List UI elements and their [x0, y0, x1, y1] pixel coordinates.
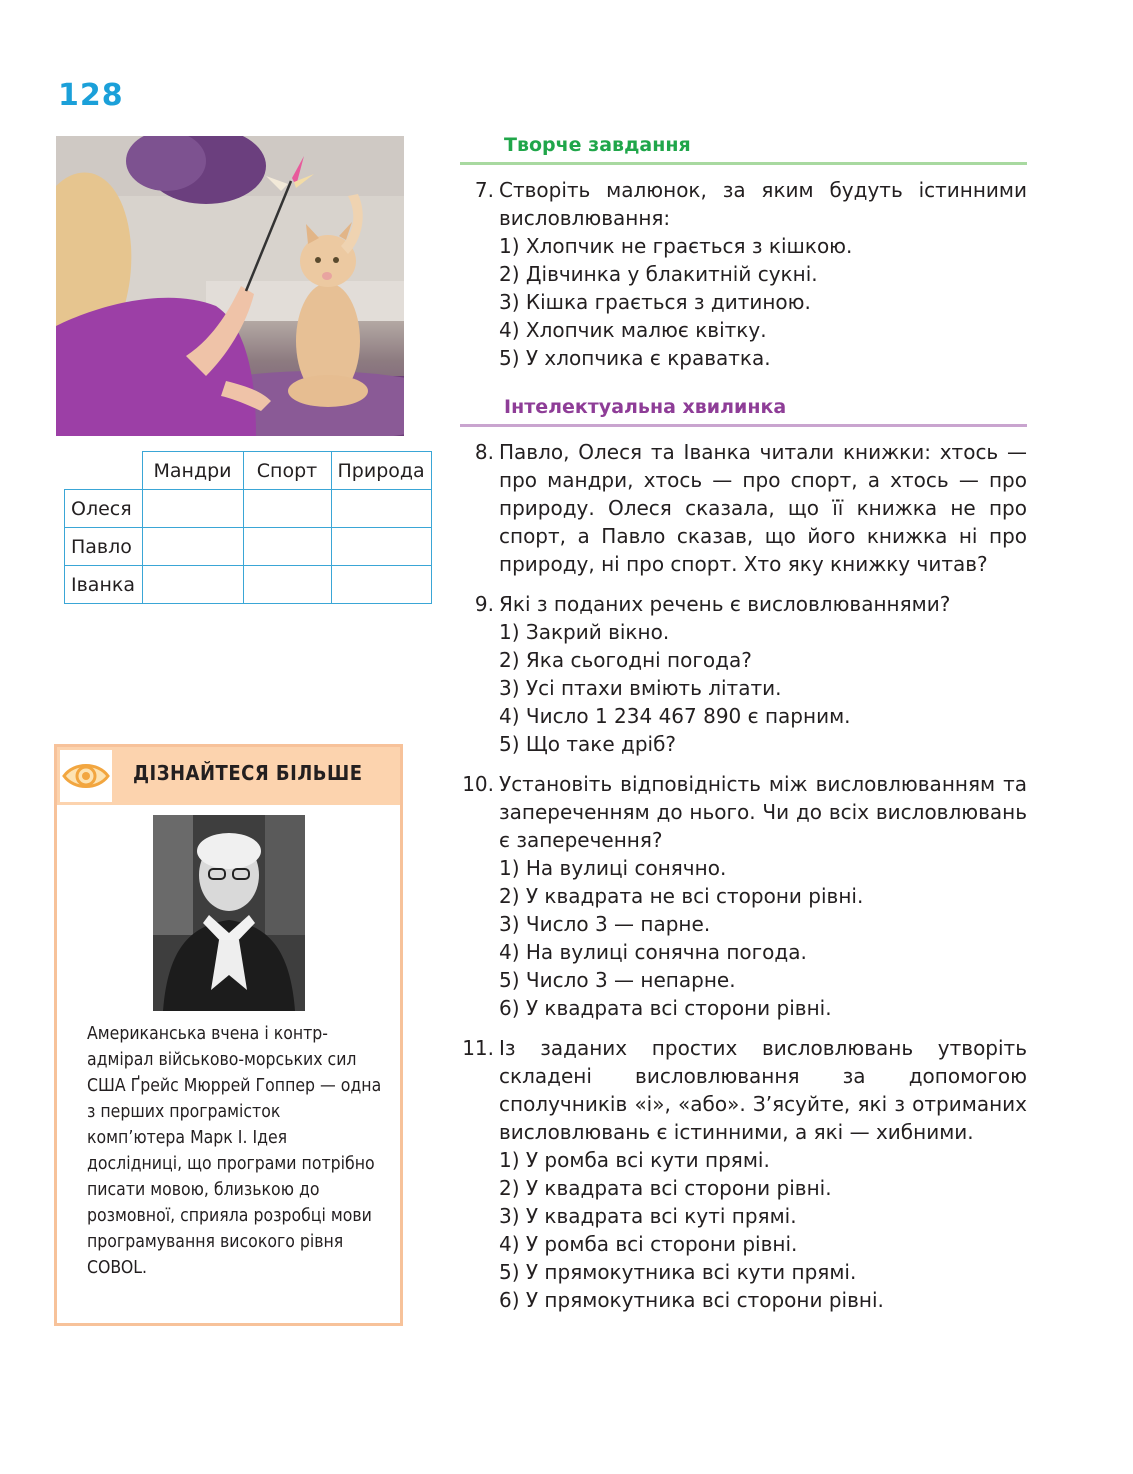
task-items [499, 232, 1027, 372]
table-cell [243, 566, 331, 604]
table-cell [243, 528, 331, 566]
task-number: 11. [462, 1036, 494, 1060]
intellect-minute-heading: Інтелектуальна хвилинка [460, 396, 1027, 427]
task-7 [460, 176, 1027, 372]
list-item: 5) Число 3 — непарне. [499, 968, 736, 992]
page-number: 128 [58, 78, 124, 113]
table-cell [331, 490, 431, 528]
task-items [499, 1146, 1027, 1314]
table-cell [331, 528, 431, 566]
list-item: 3) У квадрата всі куті прямі. [499, 1204, 797, 1228]
task-items [499, 854, 1027, 1022]
learn-more-box [54, 744, 403, 1326]
task-9 [460, 590, 1027, 758]
task-number: 8. [474, 440, 494, 464]
creative-task-list [460, 176, 1027, 384]
list-item: 6) У квадрата всі сторони рівні. [499, 996, 832, 1020]
learn-more-title: ДІЗНАЙТЕСЯ БІЛЬШЕ [133, 761, 363, 785]
list-item: 1) Хлопчик не грається з кішкою. [499, 234, 853, 258]
table-cell [331, 566, 431, 604]
list-item: 5) Що таке дріб? [499, 732, 677, 756]
task-11 [460, 1034, 1027, 1314]
column-header: Природа [331, 452, 431, 490]
list-item: 2) У квадрата всі сторони рівні. [499, 1176, 832, 1200]
list-item: 3) Число 3 — парне. [499, 912, 711, 936]
list-item: 5) У прямокутника всі кути прямі. [499, 1260, 857, 1284]
table-cell [142, 566, 243, 604]
list-item: 4) На вулиці сонячна погода. [499, 940, 807, 964]
eye-icon [60, 750, 112, 802]
creative-task-heading: Творче завдання [460, 134, 1027, 165]
task-10 [460, 770, 1027, 1022]
table-row [65, 490, 432, 528]
task-number: 7. [474, 178, 494, 202]
table-row [65, 566, 432, 604]
task-text: Павло, Олеся та Іванка читали книжки: хтось — про мандри, хтось — про спорт, а хтось — про природу. Олеся сказала, що її книжка не про спорт, а Павло сказав, що його книжка ні про природу, ні про спорт. Хто яку книжку читав? [499, 440, 1027, 576]
list-item: 4) Число 1 234 467 890 є парним. [499, 704, 851, 728]
reading-table [64, 451, 432, 604]
list-item: 2) Дівчинка у блакитній сукні. [499, 262, 818, 286]
task-8 [460, 438, 1027, 578]
task-text: Із заданих простих висловлювань утворіть складені висловлювання за допомогою сполучників «і», «або». З’ясуйте, які з отриманих висловлювань є істинними, а які — хибними. [499, 1036, 1027, 1144]
row-header: Іванка [65, 566, 143, 604]
row-header: Олеся [65, 490, 143, 528]
learn-more-text: Американська вчена і контр-адмірал військово-морських сил США Ґрейс Мюррей Гоппер — одна з перших програмісток комп’ютера Марк I. Ідея дослідниці, що програми потрібно писати мовою, близькою до розмовної, сприяла розробці мови програмування високого рівня COBOL. [87, 1024, 382, 1278]
task-text: Установіть відповідність між висловлюванням та запереченням до нього. Чи до всіх висловлювань є заперечення? [499, 772, 1027, 852]
list-item: 3) Кішка грається з дитиною. [499, 290, 811, 314]
list-item: 2) Яка сьогодні погода? [499, 648, 752, 672]
row-header: Павло [65, 528, 143, 566]
list-item: 3) Усі птахи вміють літати. [499, 676, 782, 700]
table-cell [142, 528, 243, 566]
list-item: 1) На вулиці сонячно. [499, 856, 727, 880]
list-item: 2) У квадрата не всі сторони рівні. [499, 884, 864, 908]
list-item: 1) Закрий вікно. [499, 620, 670, 644]
girl-with-cat-photo [56, 136, 404, 436]
intellect-task-list [460, 438, 1027, 1326]
list-item: 4) Хлопчик малює квітку. [499, 318, 767, 342]
table-cell [142, 490, 243, 528]
table-row [65, 528, 432, 566]
column-header: Мандри [142, 452, 243, 490]
list-item: 5) У хлопчика є краватка. [499, 346, 771, 370]
task-number: 9. [474, 592, 494, 616]
grace-hopper-portrait [153, 815, 305, 1011]
column-header: Спорт [243, 452, 331, 490]
task-number: 10. [462, 772, 494, 796]
table-cell [243, 490, 331, 528]
list-item: 1) У ромба всі кути прямі. [499, 1148, 770, 1172]
list-item: 4) У ромба всі сторони рівні. [499, 1232, 798, 1256]
task-text: Які з поданих речень є висловлюваннями? [499, 592, 951, 616]
task-items [499, 618, 1027, 758]
task-text: Створіть малюнок, за яким будуть істинними висловлювання: [499, 178, 1027, 230]
learn-more-header [57, 747, 400, 805]
list-item: 6) У прямокутника всі сторони рівні. [499, 1288, 884, 1312]
